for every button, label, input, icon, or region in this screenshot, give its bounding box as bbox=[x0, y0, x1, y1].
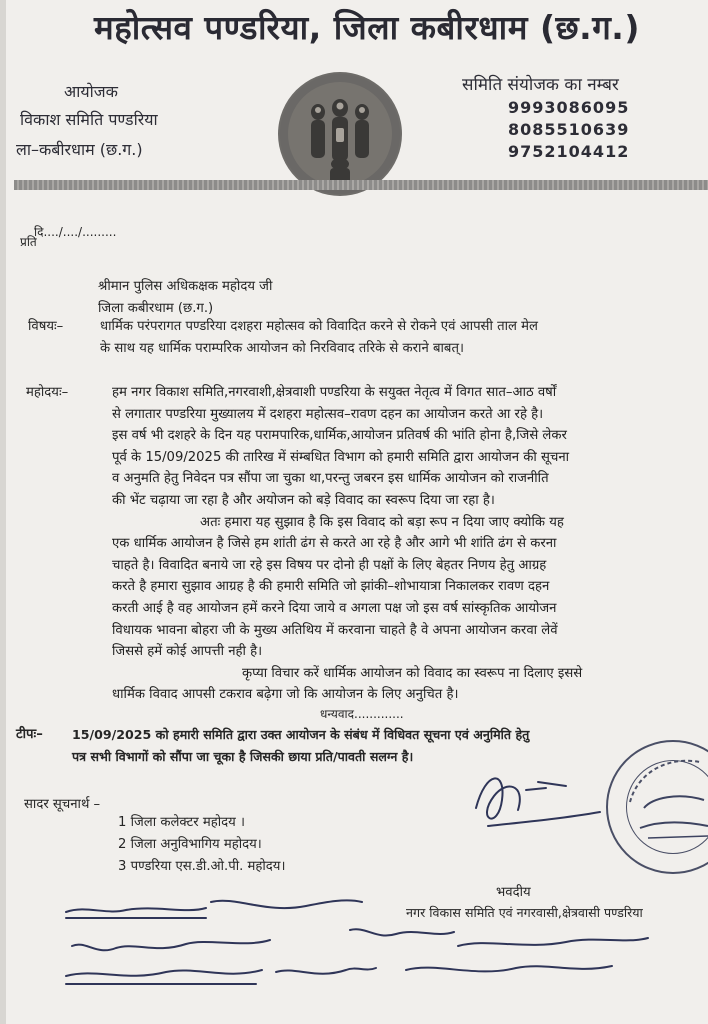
note-line-2: पत्र सभी विभागों को सौंपा जा चूका है जिसकी छाया प्रति/पावती सलग्न है। bbox=[72, 749, 414, 764]
note-line-1: 15/09/2025 को हमारी समिति द्वारा उक्त आयोजन के संबंध में विधिवत सूचना एवं अनुमिति हेतु bbox=[72, 727, 530, 742]
subject-label: विषयः– bbox=[28, 319, 64, 334]
convener-contact-heading: समिति संयोजक का नम्बर bbox=[462, 75, 619, 95]
body-line: पूर्व के 15/09/2025 की तारिख में संम्बधित विभाग को हमारी समिति द्वारा आयोजन की सूचना bbox=[112, 449, 570, 465]
copy-item-3: 3 पण्डरिया एस.डी.ओ.पी. महोदय। bbox=[118, 859, 286, 874]
body-line: कृप्या विचार करें धार्मिक आयोजन को विवाद का स्वरूप ना दिलाए इससे bbox=[242, 665, 583, 681]
salutation: महोदयः– bbox=[26, 385, 69, 400]
body-line: हम नगर विकाश समिति,नगरवाशी,क्षेत्रवाशी पण्डरिया के सयुक्त नेतृत्व में विगत सात–आठ वर्षों bbox=[112, 385, 557, 400]
closing: भवदीय bbox=[496, 885, 531, 900]
body-line: एक धार्मिक आयोजन है जिसे हम शांती ढंग से करते आ रहे है और आगे भी शांति ढंग से करना bbox=[112, 536, 557, 552]
copy-item-1: 1 जिला कलेक्टर महोदय । bbox=[118, 815, 245, 830]
body-line: अतः हमारा यह सुझाव है कि इस विवाद को बड़ा रूप न दिया जाए क्योकि यह bbox=[200, 514, 564, 530]
subject-line-2: के साथ यह धार्मिक पराम्परिक आयोजन को निरविवाद तरिके से कराने बाबत्। bbox=[100, 341, 464, 356]
letter-page bbox=[6, 0, 708, 1024]
subject-line-1: धार्मिक परंपरागत पण्डरिया दशहरा महोत्सव को विवादित करने से रोकने एवं आपसी ताल मेल bbox=[100, 319, 538, 334]
body-line: से लगातार पण्डरिया मुख्यालय में दशहरा महोत्सव–रावण दहन का आयोजन करते आ रहे है। bbox=[112, 406, 544, 422]
organizer-name: विकाश समिति पण्डरिया bbox=[20, 110, 158, 129]
body-line: धार्मिक विवाद आपसी टकराव बढ़ेगा जो कि आयोजन के लिए अनुचित है। bbox=[112, 687, 459, 703]
prati-label: प्रति bbox=[20, 235, 37, 249]
addressee-line-2: जिला कबीरधाम (छ.ग.) bbox=[98, 301, 214, 316]
body-line: की भेंट चढ़ाया जा रहा है और अयोजन को बड़े विवाद का स्वरूप दिया जा रहा है। bbox=[112, 492, 495, 508]
phone-number-1[interactable]: 9993086095 bbox=[508, 98, 630, 117]
addressee-line-1: श्रीमान पुलिस अधिकक्षक महोदय जी bbox=[98, 279, 273, 294]
handwritten-signatures bbox=[6, 0, 708, 1024]
thanks-line: धन्यवाद............. bbox=[320, 707, 404, 721]
signatory-line: नगर विकास समिति एवं नगरवासी,क्षेत्रवासी पण्डरिया bbox=[406, 905, 643, 920]
body-line: विधायक भावना बोहरा जी के मुख्य अतिथिय में करवाना चाहते है वे अपना आयोजन करवा लेवें bbox=[112, 622, 558, 638]
phone-number-3[interactable]: 9752104412 bbox=[508, 142, 630, 161]
phone-number-2[interactable]: 8085510639 bbox=[508, 120, 630, 139]
body-line: जिससे हमें कोई आपत्ती नही है। bbox=[112, 644, 263, 660]
copy-item-2: 2 जिला अनुविभागिय महोदय। bbox=[118, 837, 262, 852]
organizer-district: ला–कबीरधाम (छ.ग.) bbox=[16, 140, 143, 159]
copy-heading: सादर सूचनार्थ – bbox=[24, 797, 101, 812]
body-line: करती आई है वह आयोजन हमें करने दिया जाये व अगला पक्ष जो इस वर्ष सांस्कृतिक आयोजन bbox=[112, 600, 557, 616]
organizer-label: आयोजक bbox=[64, 82, 118, 101]
body-line: इस वर्ष भी दशहरे के दिन यह परामपारिक,धार्मिक,आयोजन प्रतिवर्ष की भांति होना है,जिसे लेकर bbox=[112, 428, 567, 444]
body-line: करते है हमारा सुझाव आग्रह है की हमारी समिति जो झांकी–शोभायात्रा निकालकर रावण दहन bbox=[112, 579, 550, 595]
date-line: दि..../..../......... bbox=[34, 225, 117, 239]
body-line: व अनुमति हेतु निवेदन पत्र सौंपा जा चुका था,परन्तु जबरन इस धार्मिक आयोजन को राजनीति bbox=[112, 471, 549, 487]
letterhead-title: महोत्सव पण्डरिया, जिला कबीरधाम (छ.ग.) bbox=[94, 8, 640, 47]
note-label: टीपः– bbox=[16, 727, 43, 742]
body-line: चाहते है। विवादित बनाये जा रहे इस विषय पर दोनो ही पक्षों के लिए बेहतर निणय हेतु आग्रह bbox=[112, 557, 547, 573]
